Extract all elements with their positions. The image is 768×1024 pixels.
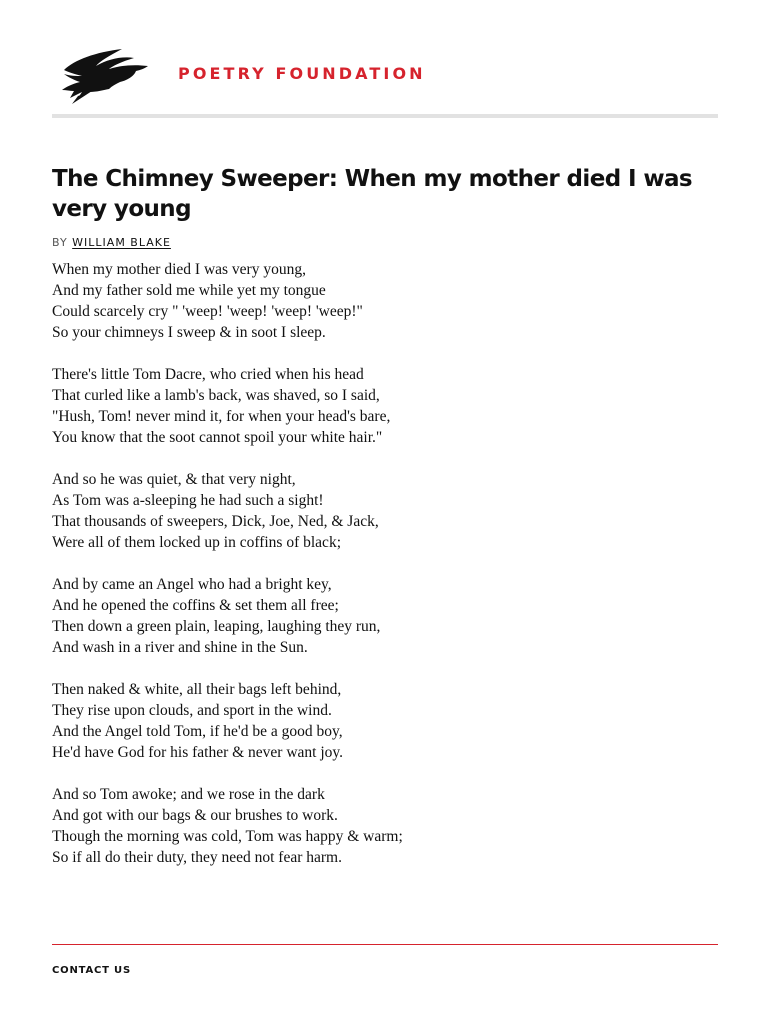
stanza [52,364,718,448]
poem-line: And the Angel told Tom, if he'd be a good boy, [52,723,343,740]
contact-us-link[interactable]: CONTACT US [52,965,131,976]
masthead [52,44,718,104]
pegasus-logo-icon[interactable] [52,46,152,104]
poem-line: He'd have God for his father & never want joy. [52,744,344,761]
poem-line: And so Tom awoke; and we rose in the dark [52,786,325,803]
poem-line: "Hush, Tom! never mind it, for when your head's bare, [52,408,391,425]
stanza [52,574,718,658]
poem-line: You know that the soot cannot spoil your white hair." [52,429,383,446]
poem-line: So your chimneys I sweep & in soot I sleep. [52,324,326,341]
byline-label: BY [52,236,68,249]
author-link[interactable]: WILLIAM BLAKE [72,236,171,249]
poem-line: And got with our bags & our brushes to work. [52,807,338,824]
poem-line: And my father sold me while yet my tongue [52,282,326,299]
page [52,0,718,1024]
poem-line: And so he was quiet, & that very night, [52,471,296,488]
poem-line: Then naked & white, all their bags left behind, [52,681,342,698]
footer-divider [52,944,718,945]
header-divider [52,114,718,118]
poem-line: Then down a green plain, leaping, laughing they run, [52,618,381,635]
stanza [52,679,718,763]
byline [52,236,171,249]
stanza [52,784,718,868]
poem-line: And he opened the coffins & set them all free; [52,597,339,614]
stanza [52,259,718,343]
poem-line: Could scarcely cry " 'weep! 'weep! 'weep! 'weep!" [52,303,363,320]
poem-line: There's little Tom Dacre, who cried when his head [52,366,364,383]
poem-line: They rise upon clouds, and sport in the wind. [52,702,332,719]
stanza [52,469,718,553]
brand-wordmark[interactable]: POETRY FOUNDATION [178,64,426,83]
poem-body [52,259,718,889]
poem-line: As Tom was a-sleeping he had such a sight! [52,492,324,509]
poem-line: Were all of them locked up in coffins of black; [52,534,341,551]
poem-title: The Chimney Sweeper: When my mother died I was very young [52,166,692,222]
poem-line: And wash in a river and shine in the Sun. [52,639,308,656]
poem-line: And by came an Angel who had a bright key, [52,576,332,593]
poem-line: Though the morning was cold, Tom was happy & warm; [52,828,403,845]
poem-line: When my mother died I was very young, [52,261,306,278]
poem-line: That thousands of sweepers, Dick, Joe, Ned, & Jack, [52,513,379,530]
poem-line: That curled like a lamb's back, was shaved, so I said, [52,387,380,404]
poem-line: So if all do their duty, they need not fear harm. [52,849,342,866]
